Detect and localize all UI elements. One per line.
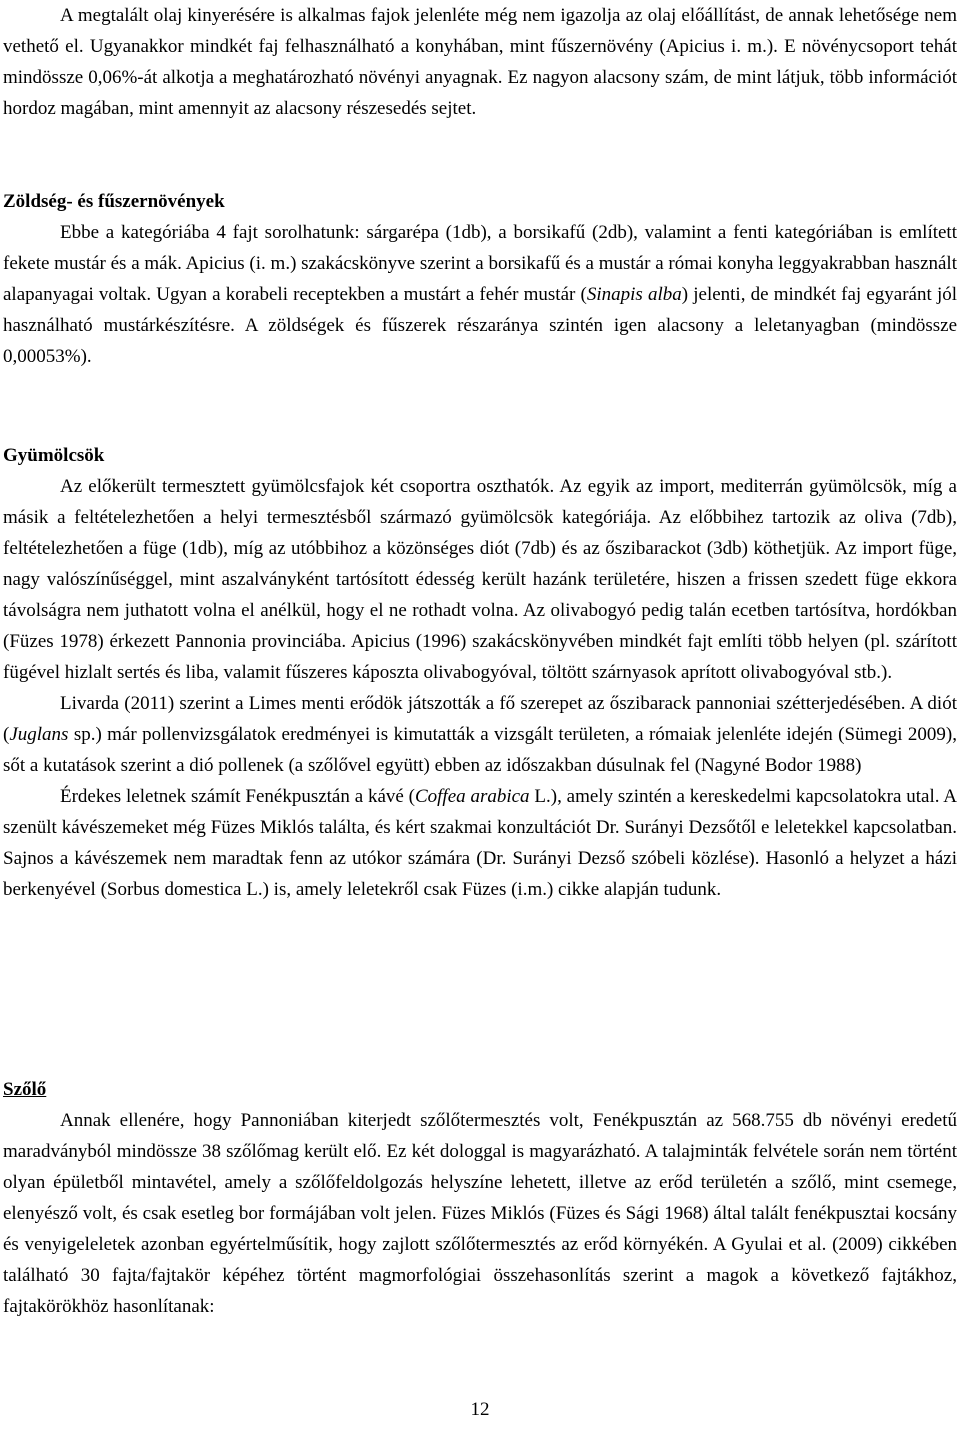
- fruits-section: [3, 440, 957, 905]
- vegetables-text-part-2: ) jelenti, de mindkét faj egyaránt jól használható mustárkészítésre. A zöldségek és fűszerek részaránya szintén igen alacsony a leletanyagban (mindössze 0,00053%).: [3, 284, 957, 367]
- fruits-p2-part-1: Livarda (2011) szerint a Limes menti erődök játszották a fő szerepet az őszibarack pannoniai szétterjedésében. A diót (: [3, 693, 957, 745]
- fruits-p3-part-2: L.), amely szintén a kereskedelmi kapcsolatokra utal. A szenült kávészemeket még Füzes Miklós találta, és kért szakmai konzultációt Dr. Surányi Dezsőtől e leletekkel kapcsolatban. Sajnos a kávészemek nem maradtak fenn az utókor számára (Dr. Surányi Dezső szóbeli közlése). Hasonló a helyzet a házi berkenyével (Sorbus domestica L.) is, amely leletekről csak Füzes (i.m.) cikke alapján tudunk.: [3, 786, 957, 900]
- intro-section: [3, 0, 957, 124]
- vegetables-heading: Zöldség- és fűszernövények: [3, 191, 225, 212]
- grape-section: [3, 1074, 957, 1322]
- grape-heading: Szőlő: [3, 1079, 47, 1100]
- fruits-paragraph-1: Az előkerült termesztett gyümölcsfajok két csoportra oszthatók. Az egyik az import, mediterrán gyümölcsök, míg a másik a feltételezhetően a helyi termesztésből származó gyümölcsök kategóriája. Az előbbihez tartozik az oliva (7db), feltételezhetően a füge (1db), míg az utóbbihoz a közönséges diót (7db) és az őszibarackot (3db) köthetjük. Az import füge, nagy valószínűséggel, mint aszalványként tartósított édesség került hazánk területére, hiszen a frissen szedett füge ekkora távolságra nem juthatott volna el anélkül, hogy el ne rothadt volna. Az olivabogyó pedig talán ecetben tartósítva, hordókban (Füzes 1978) érkezett Pannonia provinciába. Apicius (1996) szakácskönyvében mindkét fajt említi több helyen (pl. szárított fügével hizlalt sertés és liba, valamit fűszeres káposzta olivabogyóval, töltött szárnyasok aprított olivabogyóval stb.).: [3, 476, 957, 683]
- fruits-p3-part-1: Érdekes leletnek számít Fenékpusztán a kávé (: [60, 786, 415, 807]
- vegetables-italic-species: Sinapis alba: [586, 284, 682, 305]
- intro-paragraph: A megtalált olaj kinyerésére is alkalmas fajok jelenléte még nem igazolja az olaj előállítást, de annak lehetősége nem vethető el. Ugyanakkor mindkét faj felhasználható a konyhában, mint fűszernövény (Apicius i. m.). E növénycsoport tehát mindössze 0,06%-át alkotja a meghatározható növényi anyagnak. Ez nagyon alacsony szám, de mint látjuk, több információt hordoz magában, mint amennyit az alacsony részesedés sejtet.: [3, 5, 957, 119]
- fruits-heading: Gyümölcsök: [3, 445, 105, 466]
- fruits-p2-part-2: sp.) már pollenvizsgálatok eredményei is kimutatták a vizsgált területen, a rómaiak jelenléte idején (Sümegi 2009), sőt a kutatások szerint a dió pollenek (a szőlővel együtt) ebben az időszakban dúsulnak fel (Nagyné Bodor 1988): [3, 724, 957, 776]
- grape-paragraph: Annak ellenére, hogy Pannoniában kiterjedt szőlőtermesztés volt, Fenékpusztán az 568.755 db növényi eredetű maradványból mindössze 38 szőlőmag került elő. Ez két dologgal is magyarázható. A talajminták felvétele során nem történt olyan épületből mintavétel, amely a szőlőfeldolgozás helyszíne lehetett, illetve az erőd területén a szőlő, mint csemege, elenyésző volt, és csak esetleg bor formájában volt jelen. Füzes Miklós (Füzes és Sági 1968) által talált fenékpusztai kocsány és venyigeleletek azonban egyértelműsítik, hogy zajlott szőlőtermesztés az erőd környékén. A Gyulai et al. (2009) cikkében található 30 fajta/fajtakör képéhez történt magmorfológiai összehasonlítás szerint a magok a következő fajtákhoz, fajtakörökhöz hasonlítanak:: [3, 1110, 957, 1317]
- fruits-paragraph-3: [3, 781, 957, 905]
- fruits-p3-italic-species: Coffea arabica: [414, 786, 530, 807]
- fruits-p2-italic-genus: Juglans: [9, 724, 69, 745]
- vegetables-paragraph: [3, 217, 957, 372]
- page-number: 12: [470, 1399, 490, 1420]
- vegetables-text-part-1: Ebbe a kategóriába 4 fajt sorolhatunk: sárgarépa (1db), a borsikafű (2db), valamint a fenti kategóriában is említett fekete mustár és a mák. Apicius (i. m.) szakácskönyve szerint a borsikafű és a mustár a római konyha leggyakrabban használt alapanyagai voltak. Ugyan a korabeli receptekben a mustárt a fehér mustár (: [3, 222, 957, 305]
- fruits-paragraph-2: [3, 688, 957, 781]
- vegetables-section: [3, 186, 957, 372]
